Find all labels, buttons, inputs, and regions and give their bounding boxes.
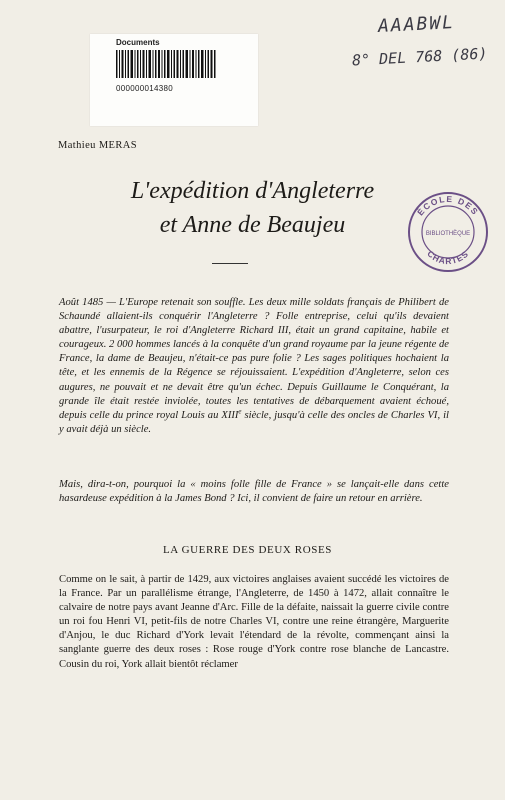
intro-paragraph-1-text: Août 1485 — L'Europe retenait son souffle. Les deux mille soldats français de Philibert de Schaundé allaient-ils conquérir l'Angleterre ? Folle entreprise, celui qu'ils devaient abattre, l'usurpateur, le roi d'Angleterre Richard III, était un grand capitaine, habile et courageux. 2 000 hommes lancés à la conquête d'un grand royaume par la jeune régente de France, la dame de Beaujeu, n'était-ce pas pure folie ? Les sages politiques hochaient la tête, et les ennemis de la Régence se réjouissaient. L'expédition d'Angleterre, selon ces augures, ne pouvait et ne devait être qu'un échec. Depuis Guillaume le Conquérant, la grande île était restée inviolée, toutes les tentatives de débarquement avaient échoué, depuis celle du prince royal Louis au XIII — [59, 297, 449, 421]
section-heading: LA GUERRE DES DEUX ROSES — [162, 544, 333, 556]
century-superscript: e — [238, 407, 242, 416]
stamp-top-text: ÉCOLE DES — [415, 193, 481, 218]
body-paragraph-1: Comme on le sait, à partir de 1429, aux victoires anglaises avaient succédé les victoires de la France. Par un parallélisme étrange, l'Angleterre, de 1450 à 1472, allait connaître le calvaire de notre pays avant Jeanne d'Arc. Fille de la défaite, naissait la guerre civile contre un roi fou Henri VI, petit-fils de notre Charles VI, contre une reine étrangère, Marguerite d'Anjou, le duc Richard d'York levait l'étendard de la révolte, commençant ainsi la sanglante guerre des deux roses : Rose rouge d'York contre rose blanche de Lancastre. Cousin du roi, York allait bientôt réclamer — [59, 574, 449, 670]
stamp-center-text: BIBLIOTHÈQUE — [425, 231, 471, 237]
title-divider — [212, 263, 248, 264]
barcode-sticker — [90, 34, 258, 126]
intro-paragraph-1-end: siècle, jusqu'à celle des oncles de Charles VI, il y avait déjà un siècle. — [59, 409, 449, 435]
shelf-mark-line-2: 8° DEL 768 (86) — [351, 44, 488, 70]
article-title-line-1: L'expédition d'Angleterre — [130, 178, 375, 204]
intro-paragraph-1 — [59, 296, 449, 437]
stamp-bottom-text: CHARTES — [425, 248, 471, 267]
sticker-label: Documents — [116, 38, 160, 47]
handwritten-shelf-mark — [351, 11, 502, 84]
barcode-number: 000000014380 — [116, 84, 173, 93]
svg-text:CHARTES — [425, 248, 470, 266]
intro-paragraph-2: Mais, dira-t-on, pourquoi la « moins folle fille de France » se lançait-elle dans cette hasardeuse expédition à la James Bond ? Ici, il convient de faire un retour en arrière. — [59, 479, 449, 505]
article-title-line-2: et Anne de Beaujeu — [159, 212, 346, 238]
author-name: Mathieu MERAS — [58, 140, 137, 151]
barcode-image — [116, 50, 216, 78]
shelf-mark-line-1: AAABWL — [377, 11, 456, 38]
